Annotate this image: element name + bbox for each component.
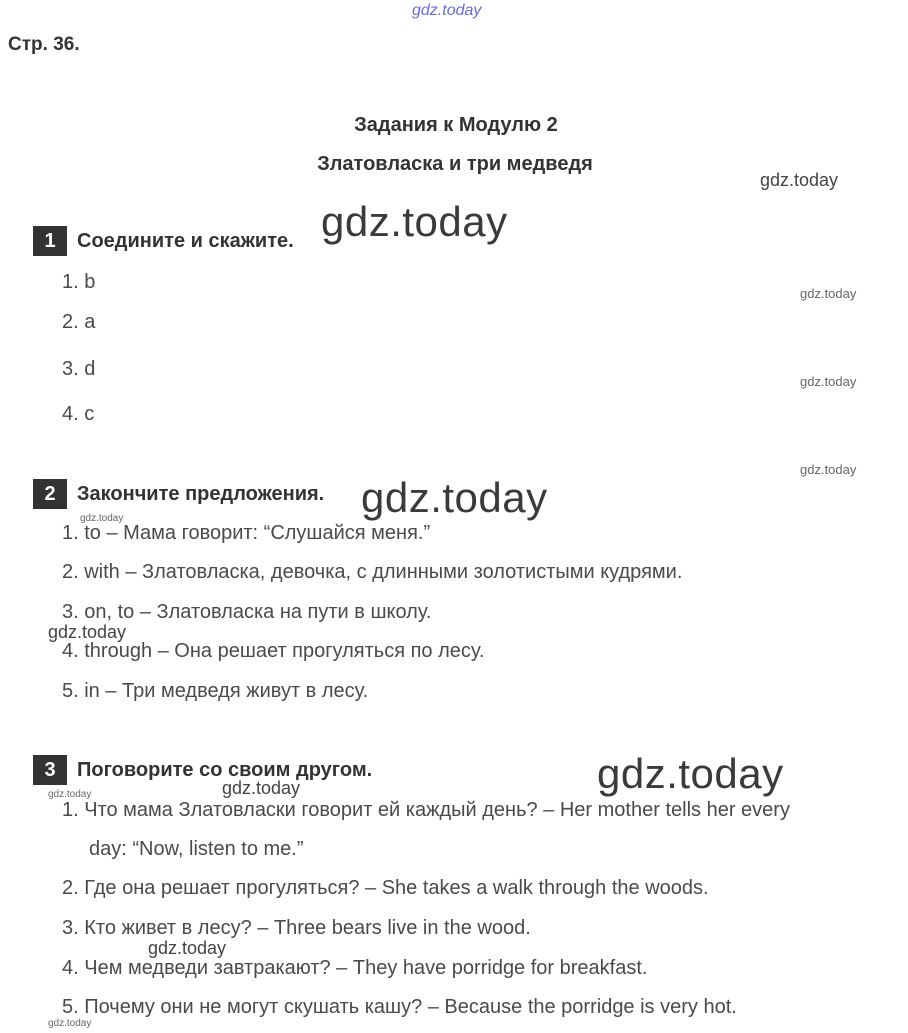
watermark: gdz.today: [361, 474, 548, 521]
answer-line: 2. with – Златовласка, девочка, с длинными золотистыми кудрями.: [62, 561, 683, 583]
task-number-badge: 2: [33, 479, 67, 509]
watermark: gdz.today: [48, 1018, 92, 1029]
answer-line: 2. a: [62, 311, 96, 333]
watermark: gdz.today: [148, 938, 227, 958]
story-title: Златовласка и три медведя: [317, 153, 593, 175]
answer-line: 3. Кто живет в лесу? – Three bears live in the wood.: [62, 917, 531, 939]
task-3-header: [33, 755, 372, 785]
watermark: gdz.today: [760, 170, 839, 190]
watermark: gdz.today: [222, 778, 301, 798]
task-number-badge: 1: [33, 226, 67, 256]
watermark: gdz.today: [800, 462, 857, 477]
answer-line: 3. d: [62, 358, 96, 380]
watermark: gdz.today: [80, 513, 124, 524]
answer-line: 4. Чем медведи завтракают? – They have porridge for breakfast.: [62, 957, 648, 979]
answer-line: 5. in – Три медведя живут в лесу.: [62, 680, 369, 702]
task-title: Соедините и скажите.: [77, 229, 294, 252]
module-title: Задания к Модулю 2: [354, 114, 558, 136]
task-number-badge: 3: [33, 755, 67, 785]
task-2-header: [33, 479, 324, 509]
answer-line: 4. through – Она решает прогуляться по лесу.: [62, 640, 485, 662]
task-1-header: [33, 226, 294, 256]
watermark: gdz.today: [800, 374, 857, 389]
answer-line: 1. Что мама Златовласки говорит ей каждый день? – Her mother tells her every: [62, 799, 790, 821]
watermark: gdz.today: [48, 789, 92, 800]
answer-line: 3. on, to – Златовласка на пути в школу.: [62, 601, 432, 623]
watermark-logo: gdz.today: [412, 2, 482, 19]
task-title: Закончите предложения.: [77, 482, 325, 505]
watermark: gdz.today: [48, 622, 127, 642]
watermark: gdz.today: [321, 198, 508, 245]
task-title: Поговорите со своим другом.: [77, 758, 373, 781]
page-number: Стр. 36.: [8, 34, 80, 55]
watermark: gdz.today: [800, 286, 857, 301]
answer-line: 1. to – Мама говорит: “Слушайся меня.”: [62, 522, 431, 544]
answer-line: 5. Почему они не могут скушать кашу? – Because the porridge is very hot.: [62, 996, 737, 1018]
answer-line: day: “Now, listen to me.”: [89, 838, 304, 860]
answer-line: 4. c: [62, 403, 95, 425]
answer-line: 1. b: [62, 271, 96, 293]
answer-line: 2. Где она решает прогуляться? – She takes a walk through the woods.: [62, 877, 709, 899]
watermark: gdz.today: [597, 750, 784, 797]
